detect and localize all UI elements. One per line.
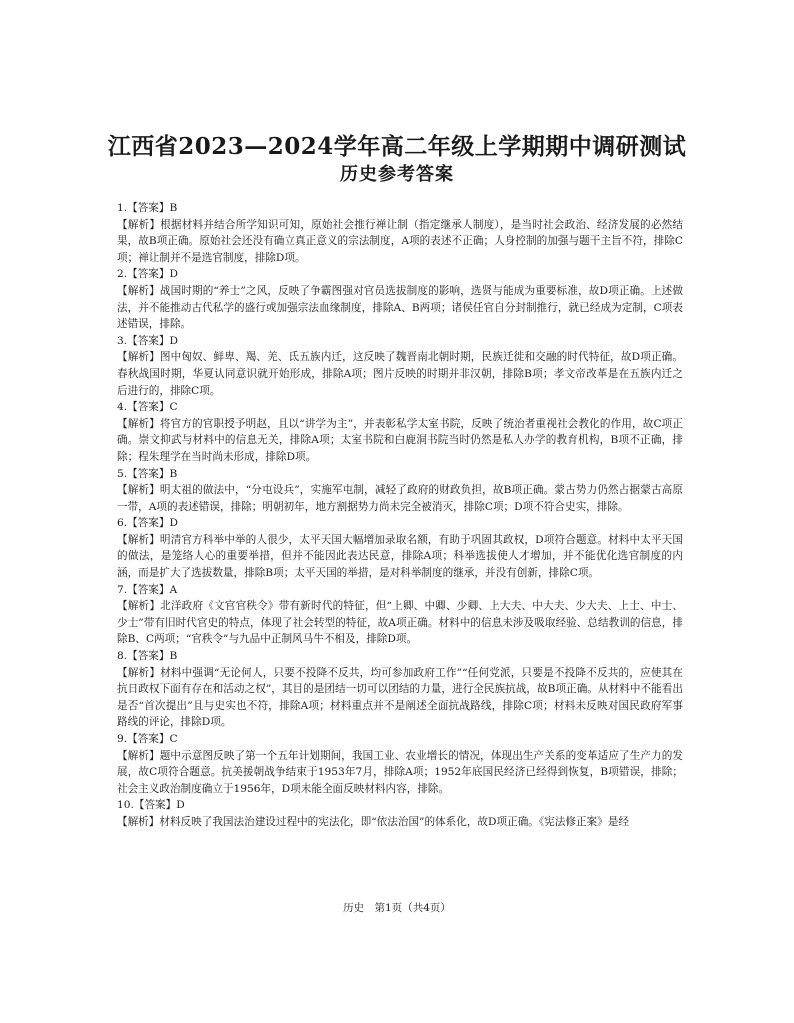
question-number: 7. (117, 583, 128, 596)
question-item (117, 731, 683, 797)
explanation-body: 材料反映了我国法治建设过程中的宪法化，即“依法治国”的体系化，故D项正确。《宪法修正案》是经 (159, 815, 629, 828)
answer-value: D (169, 334, 178, 347)
answer-label: 【答案】 (127, 583, 170, 596)
answer-label: 【答案】 (127, 733, 170, 745)
explanation-body: 材料中强调“无论何人，只要不投降不反共，均可参加政府工作”“任何党派，只要是不投降不反共的，应使其在抗日政权下面有存在和活动之权”，其目的是团结一切可以团结的力量，进行全民族抗战，故B项正确。从材料中不能看出是否“首次提出”且与史实也不符，排除A项；材料重点并不是阐述全面抗战路线，排除C项；材料未反映对国民政府军事路线的评论，排除D项。 (117, 666, 683, 729)
answer-label: 【答案】 (127, 202, 170, 214)
explanation-label: 【解析】 (117, 218, 161, 231)
answer-value: D (169, 517, 178, 530)
question-number: 2. (117, 268, 128, 281)
explanation-body: 战国时期的“养士”之风，反映了争霸图强对官员选拔制度的影响，选贤与能成为重要标准，故D项正确。上述做法，并不能推动古代私学的盛行或加强宗法血缘制度，排除A、B两项；诸侯任官自分封制推行，就已经成为定制，C项表述错误，排除。 (117, 284, 683, 331)
question-item (117, 582, 683, 648)
page-footer: 历史 第1页（共4页） (343, 902, 451, 914)
answer-label: 【答案】 (127, 467, 170, 480)
explanation-body: 根据材料并结合所学知识可知，原始社会推行禅让制（指定继承人制度），是当时社会政治、经济发展的必然结果，故B项正确。原始社会还没有确立真正意义的宗法制度，A项的表述不正确；人身控制的加强与题干主旨不符，排除C项；禅让制并不是选官制度，排除D项。 (117, 218, 684, 264)
question-item (117, 515, 683, 581)
answer-list (117, 200, 683, 831)
question-number: 9. (117, 733, 128, 745)
answer-value: B (169, 202, 178, 214)
question-number: 4. (117, 401, 128, 414)
question-number: 1. (117, 202, 128, 214)
explanation-body: 明太祖的做法中，“分屯设兵”，实施军屯制，减轻了政府的财政负担，故B项正确。蒙古势力仍然占据蒙古高原一带，A项的表述错误，排除；明朝初年，地方割据势力尚未完全被消灭，排除C项；D项不符合史实，排除。 (117, 484, 683, 513)
question-item (117, 399, 683, 465)
answer-value: D (176, 799, 185, 812)
answer-line (117, 515, 683, 532)
answer-value: B (169, 650, 178, 663)
explanation-body: 明清官方科举中举的人很少，太平天国大幅增加录取名额，有助于巩固其政权，D项符合题意。材料中太平天国的做法，是笼络人心的重要举措，但并不能因此表达民意，排除A项；科举选拔使人才增加，并不能优化选官制度的内涵，而是扩大了选拔数量，排除B项；太平天国的举措，是对科举制度的继承，并没有创新，排除C项。 (117, 533, 683, 580)
explanation-body: 北洋政府《文官官秩令》带有新时代的特征，但“上卿、中卿、少卿、上大夫、中大夫、少大夫、上士、中士、少士”带有旧时代官史的特点，体现了社会转型的特征，故A项正确。材料中的信息未涉及吸取经验、总结教训的信息，排除B、C两项；“官秩令”与九品中正制风马牛不相及，排除D项。 (117, 600, 683, 646)
explanation-label: 【解析】 (117, 600, 161, 613)
answer-line (117, 266, 683, 283)
explanation-label: 【解析】 (117, 666, 161, 679)
explanation-label: 【解析】 (117, 749, 160, 762)
answer-label: 【答案】 (127, 268, 170, 281)
answer-line (117, 333, 683, 350)
explanation-text (117, 349, 683, 399)
answer-line (117, 797, 683, 814)
explanation-body: 将官方的官职授予明赵，且以“讲学为主”，并表彰私学太室书院，反映了统治者重视社会教化的作用，故C项正确。崇文抑武与材料中的信息无关，排除A项；太室书院和白鹿洞书院当时仍然是私人办学的教育机构，B项不正确，排除；程朱理学在当时尚未形成，排除D项。 (117, 417, 683, 463)
explanation-text (117, 748, 683, 798)
question-number: 10. (117, 799, 134, 812)
question-item (117, 266, 683, 332)
explanation-text (117, 416, 683, 466)
answer-label: 【答案】 (127, 334, 170, 347)
answer-value: D (169, 268, 178, 281)
explanation-label: 【解析】 (117, 815, 160, 828)
explanation-label: 【解析】 (117, 351, 160, 364)
question-number: 8. (117, 650, 128, 663)
explanation-label: 【解析】 (117, 533, 160, 546)
question-item (117, 333, 683, 399)
explanation-label: 【解析】 (117, 284, 160, 297)
explanation-text (117, 217, 683, 267)
question-item (117, 797, 683, 830)
question-number: 6. (117, 517, 128, 530)
answer-line (117, 648, 683, 665)
explanation-text (117, 665, 683, 731)
answer-line (117, 399, 683, 416)
explanation-text (117, 283, 683, 333)
question-item (117, 466, 683, 516)
explanation-label: 【解析】 (117, 484, 160, 497)
page-title: 江西省2023—2024学年高二年级上学期期中调研测试 (107, 133, 687, 160)
answer-line (117, 200, 683, 217)
answer-line (117, 582, 683, 599)
answer-line (117, 731, 683, 748)
answer-label: 【答案】 (127, 401, 170, 414)
explanation-text (117, 482, 683, 515)
answer-value: C (169, 401, 178, 414)
answer-value: C (169, 733, 178, 745)
answer-value: A (169, 583, 178, 596)
explanation-label: 【解析】 (117, 417, 160, 430)
explanation-body: 图中匈奴、鲜卑、羯、羌、氐五族内迁，这反映了魏晋南北朝时期，民族迁徙和交融的时代特征，故D项正确。春秋战国时期，华夏认同意识就开始形成，排除A项；图片反映的时期并非汉朝，排除B项；孝文帝改革是在五族内迁之后进行的，排除C项。 (117, 351, 683, 397)
answer-value: B (169, 467, 178, 480)
question-item (117, 648, 683, 731)
answer-label: 【答案】 (127, 517, 170, 530)
answer-label: 【答案】 (127, 650, 170, 663)
answer-line (117, 466, 683, 483)
explanation-body: 题中示意图反映了第一个五年计划期间，我国工业、农业增长的情况，体现出生产关系的变革适应了生产力的发展，故C项符合题意。抗美援朝战争结束于1953年7月，排除A项；1952年底国民经济已经得到恢复，B项错误，排除；社会主义政治制度确立于1956年，D项未能全面反映材料内容，排除。 (117, 749, 684, 795)
question-item (117, 200, 683, 266)
explanation-text (117, 814, 683, 831)
explanation-text (117, 598, 683, 648)
answer-label: 【答案】 (133, 799, 177, 812)
page-subtitle: 历史参考答案 (340, 164, 454, 185)
question-number: 3. (117, 334, 128, 347)
explanation-text (117, 532, 683, 582)
question-number: 5. (117, 467, 128, 480)
